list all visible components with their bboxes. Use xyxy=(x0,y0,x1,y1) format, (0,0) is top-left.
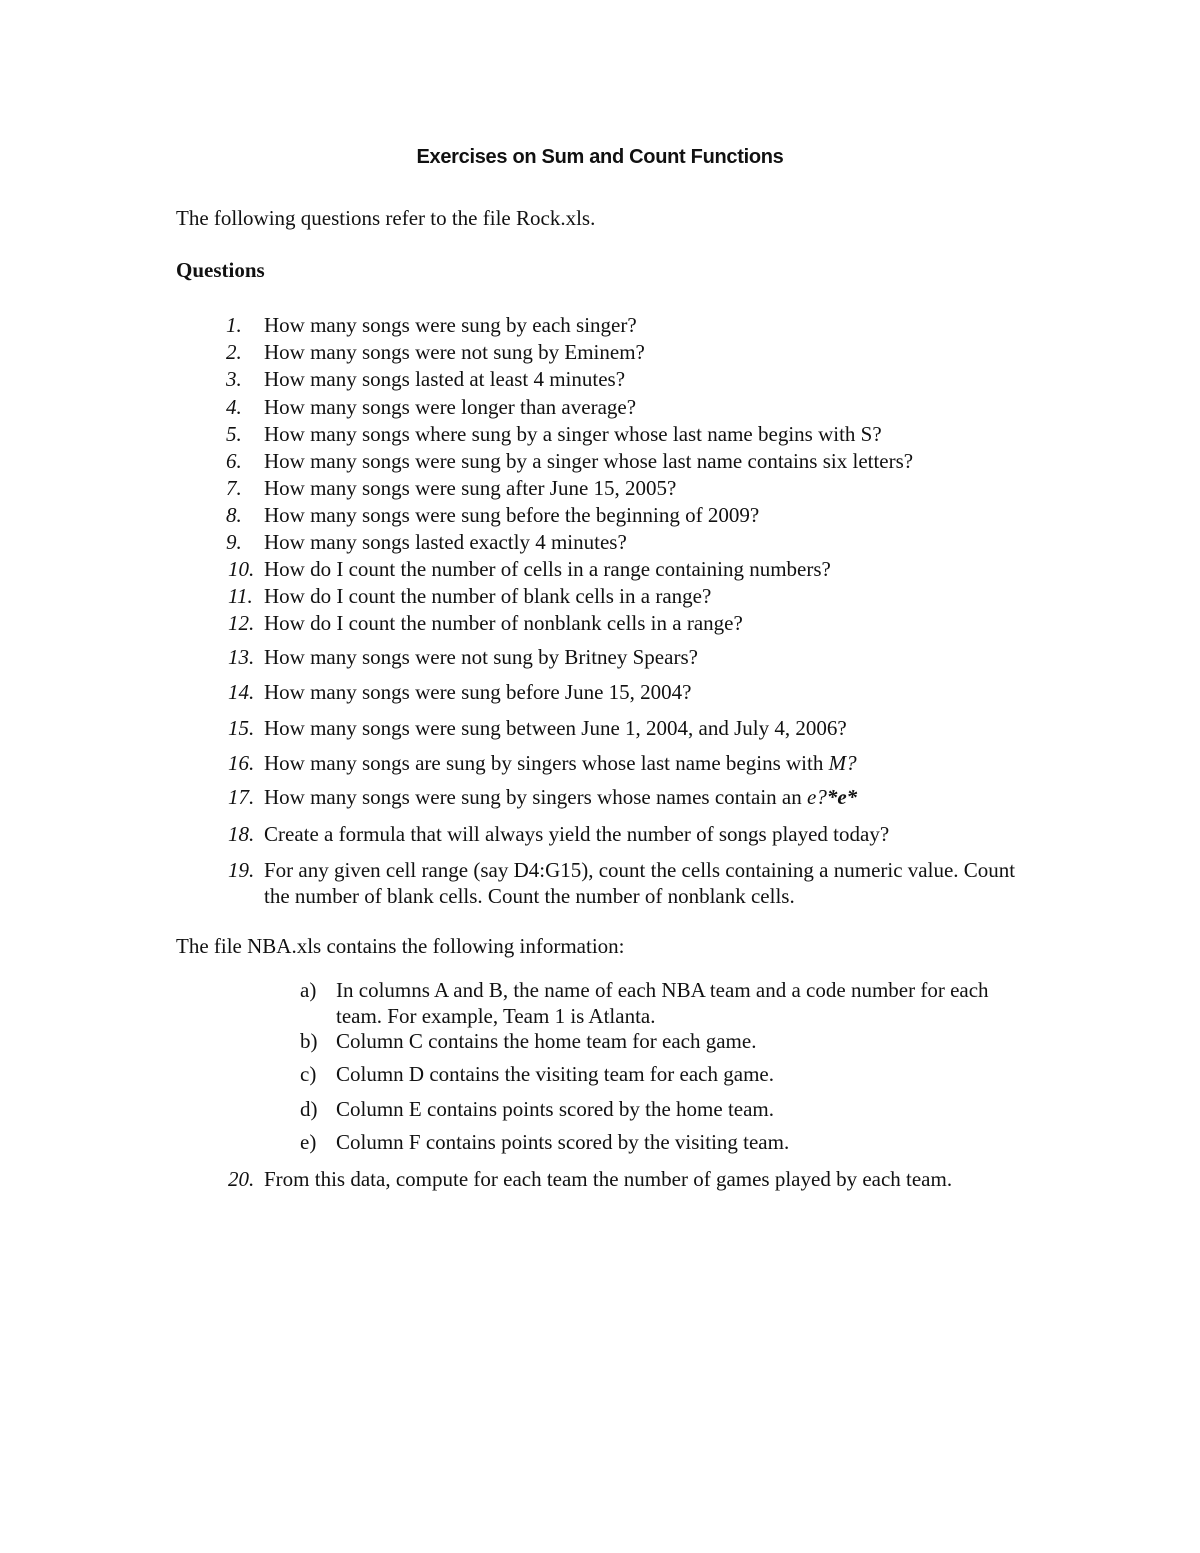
question-number: 4. xyxy=(226,395,242,419)
question-text: How many songs were sung by a singer whose last name contains six letters? xyxy=(264,449,914,473)
question-text: How many songs were sung between June 1, 2004, and July 4, 2006? xyxy=(264,716,847,740)
question-number: 12. xyxy=(228,611,255,635)
item-text: In columns A and B, the name of each NBA team and a code number for each team. For example, Team 1 is Atlanta. xyxy=(336,978,989,1028)
item-marker: b) xyxy=(300,1029,318,1053)
question-text: How do I count the number of cells in a range containing numbers? xyxy=(264,557,831,581)
question-text: How many songs lasted exactly 4 minutes? xyxy=(264,530,627,554)
question-number: 10. xyxy=(228,557,255,581)
question-number: 19. xyxy=(228,858,255,882)
question-number: 13. xyxy=(228,645,255,669)
question-number: 14. xyxy=(228,680,255,704)
question-number: 20. xyxy=(228,1167,255,1191)
question-number: 15. xyxy=(228,716,255,740)
question-text-italic: e? xyxy=(807,785,827,809)
question-text: How many songs were sung after June 15, 2005? xyxy=(264,476,677,500)
question-text: How many songs were not sung by Eminem? xyxy=(264,340,645,364)
question-text: How many songs where sung by a singer whose last name begins with S? xyxy=(264,422,882,446)
question-text: From this data, compute for each team the number of games played by each team. xyxy=(264,1167,953,1191)
question-text: How do I count the number of blank cells in a range? xyxy=(264,584,712,608)
question-text: How many songs were sung before the beginning of 2009? xyxy=(264,503,760,527)
question-text xyxy=(264,784,1024,810)
item-text: Column F contains points scored by the visiting team. xyxy=(336,1130,790,1154)
question-number: 3. xyxy=(226,367,242,391)
item-text: Column E contains points scored by the home team. xyxy=(336,1097,775,1121)
question-number: 2. xyxy=(226,340,242,364)
question-number: 1. xyxy=(226,313,242,337)
item-text: Column D contains the visiting team for each game. xyxy=(336,1062,774,1086)
nba-intro-text: The file NBA.xls contains the following information: xyxy=(176,934,625,958)
question-text: For any given cell range (say D4:G15), count the cells containing a numeric value. Count the number of blank cells. Count the number of nonblank cells. xyxy=(264,858,1016,908)
item-marker: e) xyxy=(300,1130,317,1154)
question-text: How many songs were sung by each singer? xyxy=(264,313,637,337)
question-text: How many songs were sung before June 15, 2004? xyxy=(264,680,692,704)
questions-heading: Questions xyxy=(176,258,265,282)
question-text: Create a formula that will always yield the number of songs played today? xyxy=(264,822,890,846)
question-number: 17. xyxy=(228,785,255,809)
document-title: Exercises on Sum and Count Functions xyxy=(416,146,784,168)
question-text: How many songs lasted at least 4 minutes? xyxy=(264,367,626,391)
question-number: 7. xyxy=(226,476,242,500)
question-text-main: How many songs are sung by singers whose last name begins with xyxy=(264,751,824,775)
question-text-main: How many songs were sung by singers whose names contain an xyxy=(264,785,802,809)
question-number: 16. xyxy=(228,751,255,775)
question-number: 6. xyxy=(226,449,242,473)
item-marker: a) xyxy=(300,978,317,1002)
question-text: How many songs were longer than average? xyxy=(264,395,637,419)
question-number: 5. xyxy=(226,422,242,446)
question-text-italic: M? xyxy=(828,751,857,775)
intro-text: The following questions refer to the file Rock.xls. xyxy=(176,206,596,230)
item-marker: d) xyxy=(300,1097,318,1121)
item-marker: c) xyxy=(300,1062,317,1086)
question-text xyxy=(264,750,1024,776)
question-number: 9. xyxy=(226,530,242,554)
question-text: How many songs were not sung by Britney Spears? xyxy=(264,645,698,669)
question-text-bold-italic: *e* xyxy=(826,785,858,809)
question-text: How do I count the number of nonblank cells in a range? xyxy=(264,611,743,635)
question-number: 8. xyxy=(226,503,242,527)
question-number: 18. xyxy=(228,822,255,846)
item-text: Column C contains the home team for each game. xyxy=(336,1029,757,1053)
question-number: 11. xyxy=(228,584,253,608)
